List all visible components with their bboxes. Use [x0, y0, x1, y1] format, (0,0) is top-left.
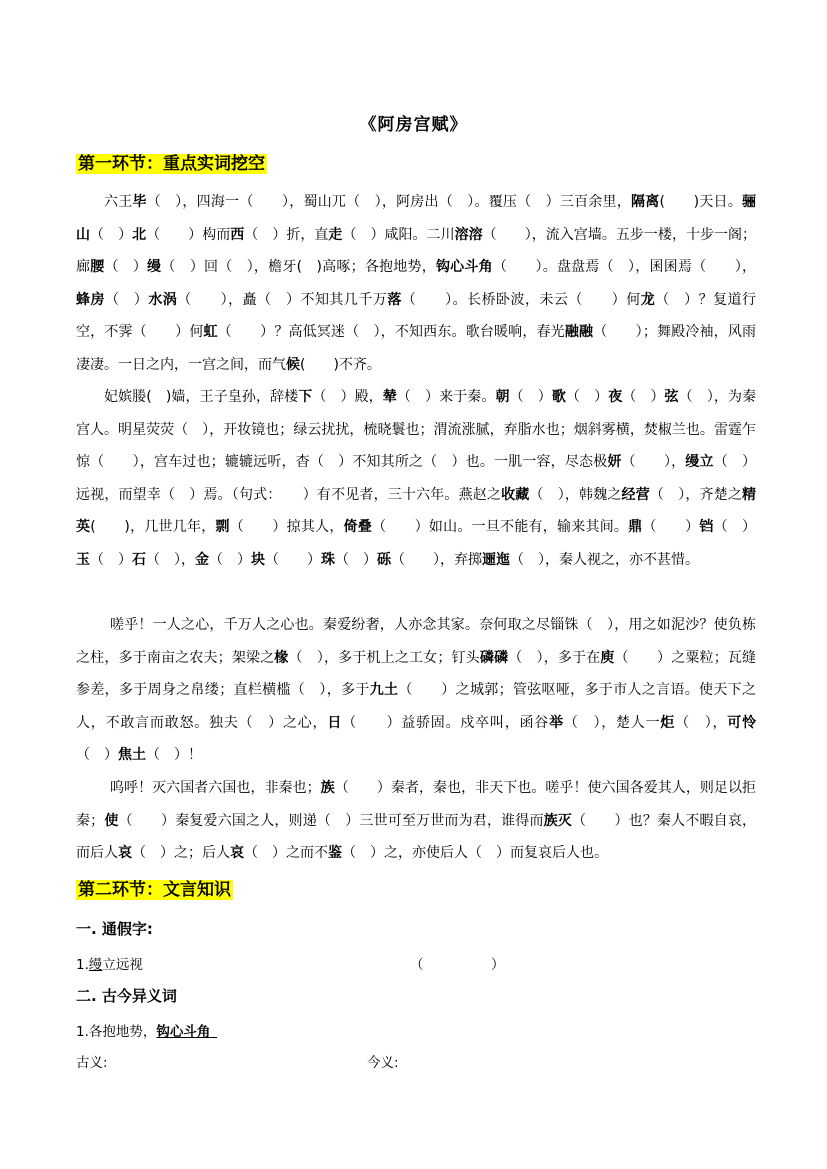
text-segment: ( )，几世几年， — [90, 519, 216, 535]
key-term: 骊山 — [76, 194, 757, 243]
jin-yi-label: 今义: — [367, 1055, 399, 1071]
key-term: 可怜 — [727, 714, 757, 731]
key-term: 钩心斗角 — [435, 259, 493, 275]
key-term: 走 — [328, 226, 343, 243]
subheading-tongjiazi: 一. 通假字: — [76, 920, 153, 938]
key-term: 块 — [251, 551, 265, 568]
text-segment: （ ） — [104, 259, 148, 275]
key-term: 毕 — [132, 194, 147, 210]
item-tongjiazi-1 — [76, 953, 143, 973]
text-segment: 呜呼！灭六国者六国也，非秦也； — [110, 780, 321, 796]
text-segment: （ ），韩魏之 — [529, 486, 622, 503]
key-term: 西 — [230, 226, 245, 243]
text-segment: （ ）；舞殿冷袖，风雨凄凄。一日之内，一宫之间，而气 — [76, 324, 757, 373]
text-segment: （ ），多于在 — [508, 649, 601, 666]
paragraph-4 — [76, 772, 756, 870]
text-segment: （ ）？高低冥迷（ ），不知西东。歌台暖响，春光 — [217, 324, 565, 340]
text-segment: （ ）如山。一旦不能有，输来其间。 — [372, 519, 629, 535]
text-segment: （ ），秦人视之，亦不甚惜。 — [510, 551, 699, 568]
key-term: 石 — [132, 551, 146, 568]
subheading-gujin: 二. 古今异义词 — [76, 987, 177, 1005]
key-term: 日 — [327, 714, 343, 731]
section-heading-1-text: 第一环节：重点实词挖空 — [78, 154, 265, 174]
key-term: 辇 — [382, 389, 397, 405]
answer-blank[interactable]: （ ） — [410, 957, 505, 973]
text-segment: （ ）， — [675, 714, 728, 731]
text-segment: （ ） — [335, 551, 377, 568]
text-segment: （ ），楚人一 — [563, 714, 661, 731]
text-segment: （ ）秦者，秦也，非天下也。嗟乎！使六国各爱其人，则足以拒秦； — [76, 780, 757, 829]
text-segment: 六王 — [104, 194, 133, 210]
key-term: 庾 — [600, 649, 615, 666]
text-segment: （ ）之，亦使后人（ ）而复哀后人也。 — [342, 845, 608, 861]
key-term: 哀 — [230, 845, 244, 861]
key-term: 举 — [549, 714, 564, 731]
text-segment: （ ）之粟粒；瓦缝参差，多于周身之帛缕；直栏横槛（ ），多于 — [76, 649, 757, 698]
text-segment: 嗟乎！一人之心，千万人之心也。秦爱纷奢，人亦念其家。奈何取之尽锱铢（ ），用之如泥沙？使负栋之柱，多于南亩之农夫；架梁之 — [76, 617, 756, 666]
text-segment: （ ）， — [146, 551, 195, 568]
key-term: 歌 — [551, 389, 566, 405]
key-term: 经营 — [621, 486, 650, 503]
key-term: 椽 — [274, 649, 289, 666]
text-segment: （ ） — [565, 389, 609, 405]
item-number: 1. — [76, 1024, 89, 1040]
key-term: 精英 — [76, 486, 757, 535]
text-segment: （ ），流入宫墙。五步一楼，十步一阁；廊 — [76, 226, 757, 275]
paragraph-2 — [76, 381, 756, 576]
key-term: 下 — [298, 389, 313, 405]
item-number: 1. — [76, 957, 89, 973]
text-segment: （ ），齐楚之 — [649, 486, 743, 503]
key-term: 缦立 — [685, 454, 714, 470]
text-segment: （ ）之而不 — [244, 845, 328, 861]
text-segment: （ ），为秦宫人。明星荧荧（ ），开妆镜也；绿云扰扰，梳晓鬟也；渭流涨腻，弃脂水也；烟斜雾横，焚椒兰也。雷霆乍惊（ ），宫车过也；辘辘远听，杳（ ）不知其所之（ ）也。一肌一容，尽态极 — [76, 389, 757, 470]
text-segment: （ ）益骄固。戍卒叫，函谷 — [342, 714, 550, 731]
key-term: 磷磷 — [479, 649, 509, 666]
text-segment: （ ） — [209, 551, 251, 568]
paragraph-1 — [76, 186, 756, 381]
text-segment: （ ）构而 — [146, 226, 231, 243]
item-text: 立远视 — [102, 957, 143, 973]
text-segment: （ ）！ — [146, 747, 202, 763]
key-term: 虹 — [203, 324, 218, 340]
text-segment: （ ） — [509, 389, 552, 405]
key-term: 鼎 — [628, 519, 643, 535]
key-term: 融融 — [564, 324, 594, 340]
section-heading-2-text: 第二环节：文言知识 — [78, 880, 231, 900]
text-segment: （ ）折，直 — [244, 226, 329, 243]
text-segment: （ ）。长桥卧波，未云（ ）何 — [401, 291, 641, 308]
key-term: 金 — [195, 551, 209, 568]
key-term: 候 — [286, 356, 300, 373]
key-term: 收藏 — [501, 486, 530, 503]
key-term: 砾 — [377, 551, 391, 568]
key-term: 族灭 — [543, 812, 572, 829]
text-segment: （ ）也？秦人不暇自哀，而后人 — [76, 812, 757, 861]
key-term: 使 — [104, 812, 119, 829]
key-term: 水涡 — [148, 291, 178, 308]
key-term: 北 — [132, 226, 147, 243]
text-segment: （ ） — [622, 389, 665, 405]
key-term: 腰 — [90, 259, 105, 275]
document-title: 《阿房宫赋》 — [359, 115, 468, 135]
text-segment: （ ）？复道行空，不霁（ ）何 — [76, 291, 757, 340]
key-term: 炬 — [660, 714, 676, 731]
item-gujin-1 — [76, 1020, 217, 1040]
key-term: 朝 — [495, 389, 510, 405]
key-term: 夜 — [608, 389, 623, 405]
section-heading-2 — [76, 876, 233, 904]
key-term: 焦土 — [118, 747, 146, 763]
text-segment: （ ）咸阳。二川 — [342, 226, 455, 243]
text-segment: （ ）回（ ），檐牙( )高啄；各抱地势， — [161, 259, 436, 275]
key-term: 哀 — [118, 845, 132, 861]
key-term: 逦迤 — [482, 551, 510, 568]
key-term: 族 — [320, 780, 335, 796]
text-segment: ( )不齐。 — [300, 356, 381, 373]
key-term: 蜂房 — [76, 291, 105, 308]
key-term: 倚叠 — [343, 519, 373, 535]
key-term: 隔离 — [631, 194, 660, 210]
text-segment: （ ） — [713, 519, 757, 535]
text-segment: ( )天日。 — [659, 194, 743, 210]
text-segment: （ ） — [265, 551, 321, 568]
key-term: 铛 — [699, 519, 714, 535]
text-segment: （ ）掠其人， — [229, 519, 344, 535]
text-segment: （ ）殿， — [312, 389, 383, 405]
text-segment: （ ），矗（ ）不知其几千万 — [177, 291, 388, 308]
key-term: 缦 — [147, 259, 162, 275]
text-segment: （ ），弃掷 — [391, 551, 482, 568]
text-segment: （ ）。盘盘焉（ ），囷囷焉（ ）， — [492, 259, 757, 275]
paragraph-3 — [76, 609, 756, 772]
text-segment: （ ） — [90, 226, 133, 243]
underlined-phrase: 钩心斗角 — [156, 1024, 211, 1040]
key-term: 龙 — [640, 291, 656, 308]
text-segment: （ ） — [104, 291, 149, 308]
key-term: 落 — [387, 291, 402, 308]
underlined-char: 缦 — [88, 957, 103, 973]
section-heading-1 — [76, 150, 267, 178]
key-term: 剽 — [215, 519, 230, 535]
key-term: 弦 — [664, 389, 679, 405]
gu-yi-label: 古义: — [76, 1055, 108, 1071]
key-term: 九土 — [369, 682, 399, 698]
text-segment: 妃嫔媵( )嫱，王子皇孙，辞楼 — [104, 389, 299, 405]
key-term: 妍 — [607, 454, 622, 470]
key-term: 鉴 — [328, 845, 342, 861]
text-segment: （ ）之城郭；管弦呕哑，多于市人之言语。使天下之人，不敢言而敢怒。独夫（ ）之心， — [76, 682, 757, 731]
text-segment: （ ） — [76, 747, 118, 763]
text-segment: （ ） — [642, 519, 700, 535]
text-segment: （ ）来于秦。 — [396, 389, 496, 405]
item-text: 各抱地势， — [88, 1024, 157, 1040]
key-term: 玉 — [76, 551, 90, 568]
text-segment: （ ）远视，而望幸（ ）焉。（句式： ）有不见者，三十六年。燕赵之 — [76, 454, 757, 503]
text-segment: （ ）之；后人 — [132, 845, 230, 861]
key-term: 珠 — [321, 551, 335, 568]
text-segment: （ ）秦复爱六国之人，则递（ ）三世可至万世而为君，谁得而 — [118, 812, 544, 829]
key-term: 溶溶 — [454, 226, 483, 243]
text-segment: （ ），四海一（ ），蜀山兀（ ），阿房出（ ）。覆压（ ）三百余里， — [146, 194, 631, 210]
text-segment: （ ）， — [621, 454, 686, 470]
text-segment: （ ），多于机上之工女；钉头 — [288, 649, 480, 666]
text-segment: （ ） — [90, 551, 132, 568]
